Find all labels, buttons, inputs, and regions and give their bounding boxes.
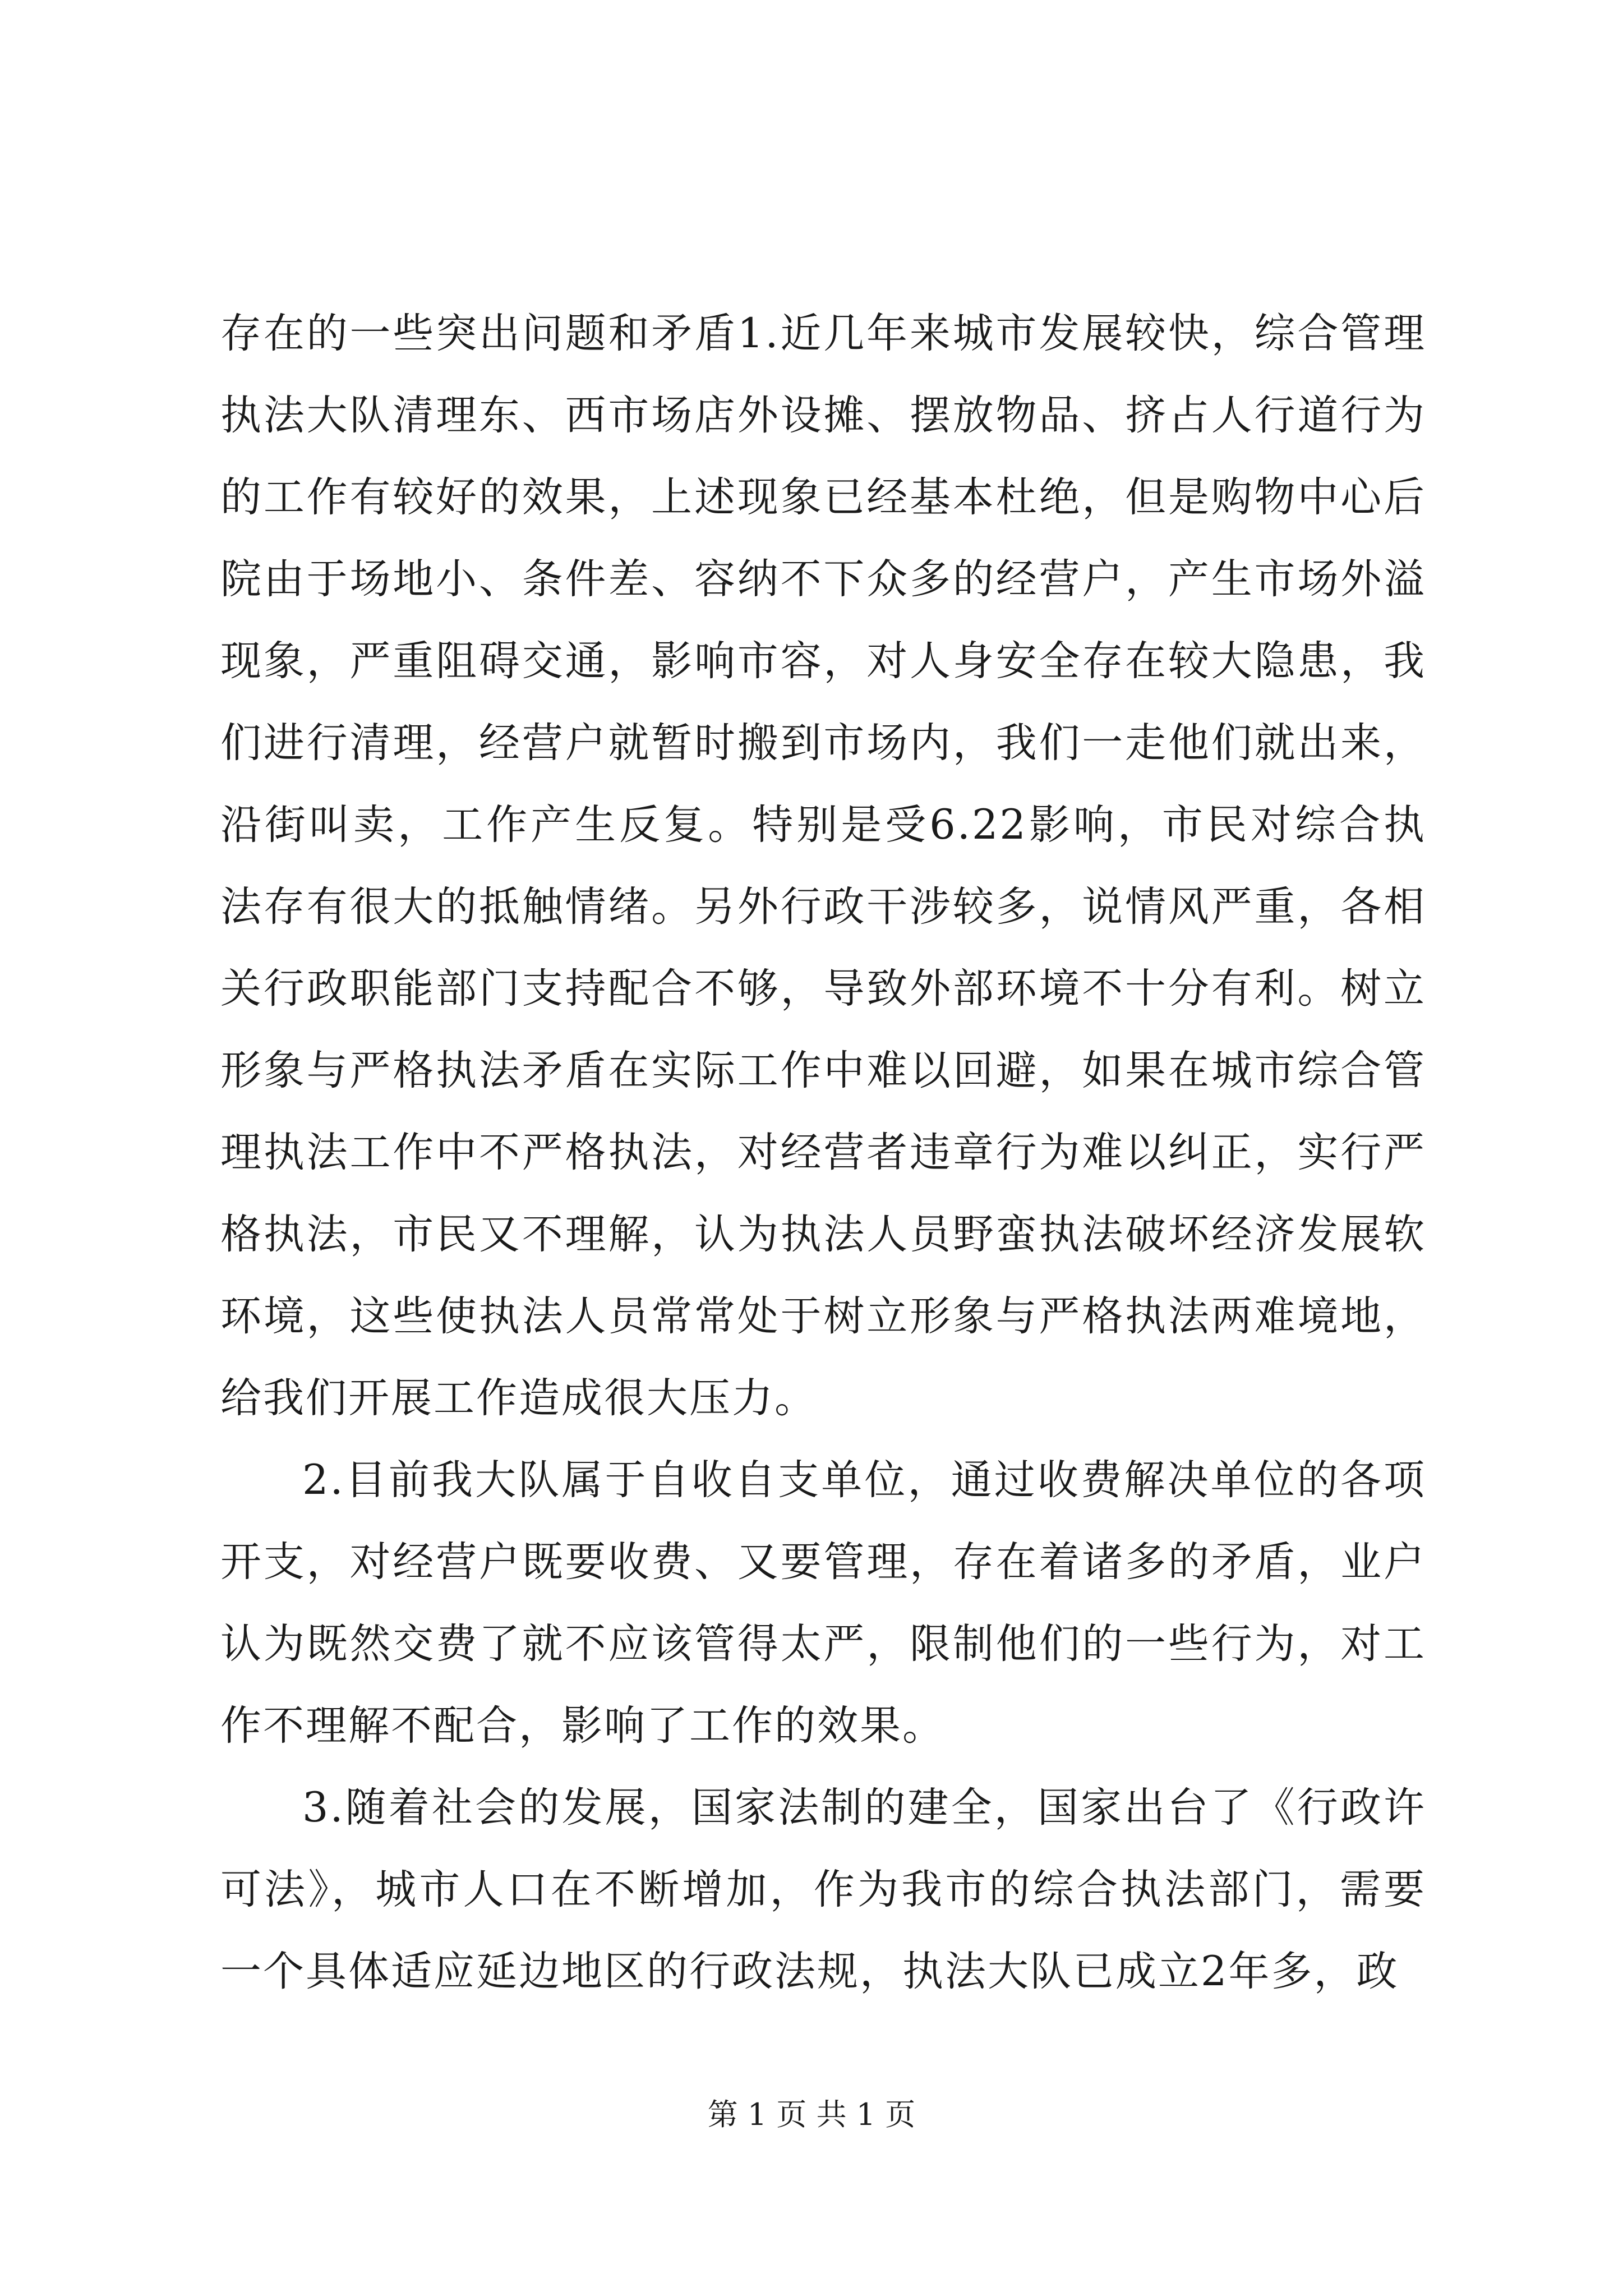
paragraph-2: 2.目前我大队属于自收自支单位，通过收费解决单位的各项开支，对经营户既要收费、又要管理，存在着诸多的矛盾，业户认为既然交费了就不应该管得太严，限制他们的一些行为，对工作不理解不配合，影响了工作的效果。 [220, 1456, 1426, 1750]
paragraph-3: 3.随着社会的发展，国家法制的建全，国家出台了《行政许可法》，城市人口在不断增加，作为我市的综合执法部门，需要一个具体适应延边地区的行政法规，执法大队已成立2年多，政 [220, 1784, 1426, 1995]
paragraph-1: 存在的一些突出问题和矛盾1.近几年来城市发展较快，综合管理执法大队清理东、西市场店外设摊、摆放物品、挤占人行道行为的工作有较好的效果，上述现象已经基本杜绝，但是购物中心后院由于场地小、条件差、容纳不下众多的经营户，产生市场外溢现象，严重阻碍交通，影响市容，对人身安全存在较大隐患，我们进行清理，经营户就暂时搬到市场内，我们一走他们就出来，沿街叫卖，工作产生反复。特别是受6.22影响，市民对综合执法存有很大的抵触情绪。另外行政干涉较多，说情风严重，各相关行政职能部门支持配合不够，导致外部环境不十分有利。树立形象与严格执法矛盾在实际工作中难以回避，如果在城市综合管理执法工作中不严格执法，对经营者违章行为难以纠正，实行严格执法，市民又不理解，认为执法人员野蛮执法破坏经济发展软环境，这些使执法人员常常处于树立形象与严格执法两难境地，给我们开展工作造成很大压力。 [220, 310, 1426, 1422]
page-footer: 第 1 页 共 1 页 [707, 2097, 916, 2132]
document-body [220, 293, 1426, 2013]
